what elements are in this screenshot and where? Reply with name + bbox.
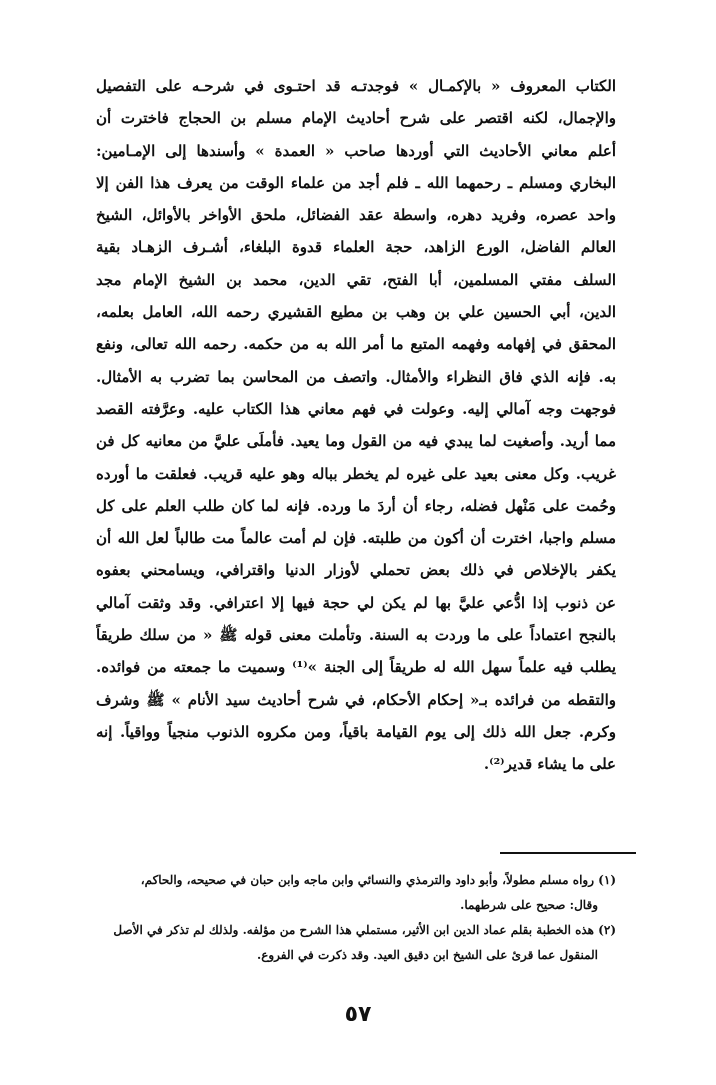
text-line: الكتاب المعروف « بالإكمـال » فوجدتـه قد احتـوى في شرحـه على التفصيل — [96, 77, 616, 95]
text-line: مما أريد. وأصغيت لما يبدي فيه من القول وما يعيد. فأملَى عليَّ من معانيه كل فن — [96, 432, 616, 451]
text-line: غريب. وكل معنى بعيد على غيره لم يخطر بباله وهو عليه قريب. فعلقت ما أورده — [96, 464, 616, 483]
text-line: والإجمال، لكنه اقتصر على شرح أحاديث الإمام مسلم بن الحجاج فاخترت أن — [96, 109, 616, 128]
footnote-2-continuation: المنقول عما قرئ على الشيخ ابن دقيق العيد. وقد ذكرت في الفروع. — [257, 948, 598, 962]
text-line: واحد عصره، وفريد دهره، واسطة عقد الفضائل، ملحق الأواخر بالأوائل، الشيخ — [96, 206, 616, 225]
text-line: أعلم معاني الأحاديث التي أوردها صاحب « العمدة » وأسندها إلى الإمـامين: — [96, 141, 616, 160]
text-line: الدين، أبي الحسين علي بن وهب بن مطيع القشيري رحمه الله، العامل بعلمه، — [96, 303, 616, 322]
text-line-last: على ما يشاء قدير⁽²⁾. — [483, 755, 616, 774]
text-line: وكرم. جعل الله ذلك إلى يوم القيامة باقياً، ومن مكروه الذنوب منجياً وواقياً. إنه — [96, 722, 616, 741]
footnote-2: (٢) هذه الخطبة بقلم عماد الدين ابن الأثير، مستملي هذا الشرح من مؤلفه. ولذلك لم تذكر في الأصل — [113, 923, 616, 937]
text-line: السلف مفتي المسلمين، أبا الفتح، تقي الدين، محمد بن الشيخ الإمام مجد — [96, 270, 616, 289]
page-number: ٥٧ — [344, 1002, 372, 1027]
main-text-block — [96, 70, 616, 781]
text-line: بالنجح اعتماداً على ما وردت به السنة. وتأملت معنى قوله ﷺ « من سلك طريقاً — [96, 626, 616, 645]
footnote-1-continuation: وقال: صحيح على شرطهما. — [460, 898, 598, 912]
footnote-1: (١) رواه مسلم مطولاً، وأبو داود والترمذي والنسائي وابن ماجه وابن حبان في صحيحه، والحاكم، — [140, 873, 616, 887]
text-line: يكفر بالإخلاص في ذلك بعض تحملي لأوزار الدنيا واقترافي، ويسامحني بعفوه — [96, 561, 616, 580]
text-line: وحُمت على مَنْهل فضله، رجاء أن أردَ ما ورده. فإنه لما كان طلب العلم على كل — [96, 496, 616, 515]
text-line: فوجهت وجه آمالي إليه. وعولت في فهم معاني هذا الكتاب عليه. وعرَّفته القصد — [96, 399, 616, 418]
text-line: والتقطه من فرائده بـ« إحكام الأحكام، في شرح أحاديث سيد الأنام » ﷺ وشرف — [96, 690, 616, 709]
footnote-separator — [500, 852, 636, 854]
footnotes-block — [96, 868, 616, 968]
text-line: البخاري ومسلم ـ رحمهما الله ـ فلم أجد من علماء الوقت من يعرف هذا الفن إلا — [96, 173, 616, 192]
text-line: مسلم واجبا، اخترت أن أكون من طلبته. فإن لم أمت عالماً مت طالباً لعل الله أن — [96, 529, 616, 548]
text-line: العالم الفاضل، الورع الزاهد، حجة العلماء قدوة البلغاء، أشـرف الزهـاد بقية — [96, 238, 616, 257]
text-line: به. فإنه الذي فاق النظراء والأمثال. واتصف من المحاسن بما تضرب به الأمثال. — [96, 367, 616, 386]
text-line: المحقق في إفهامه وفهمه المتبع ما أمر الله به من حكمه. رحمه الله تعالى، ونفع — [96, 335, 616, 354]
text-line: عن ذنوب إذا ادُّعي عليَّ بها لم يكن لي حجة فيها إلا اعترافي. وقد وثقت آمالي — [96, 593, 616, 612]
text-line: يطلب فيه علماً سهل الله له طريقاً إلى الجنة »⁽¹⁾ وسميت ما جمعته من فوائده. — [96, 658, 616, 677]
